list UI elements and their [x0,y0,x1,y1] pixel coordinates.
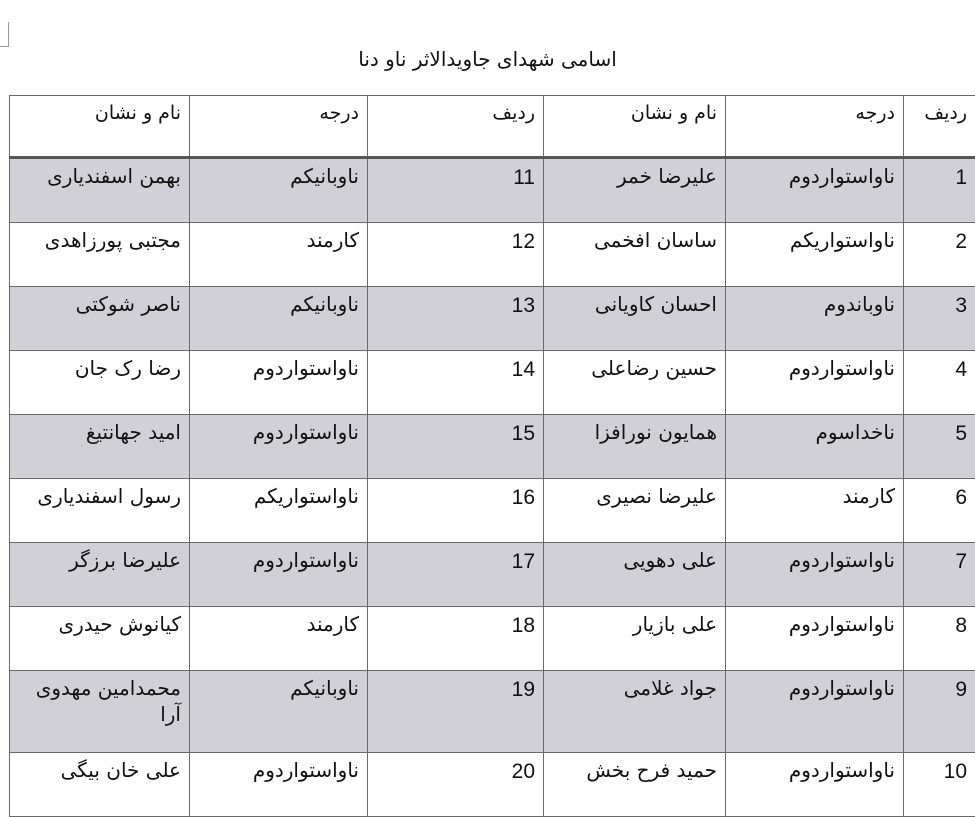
row-rank-cell: ناخداسوم [726,415,904,479]
row-name-cell: حمید فرح بخش [544,753,726,817]
row-rank-cell: ناواستواردوم [726,607,904,671]
row-index-cell: 3 [904,287,975,351]
row-rank-cell: ناواستواردوم [726,753,904,817]
row-name-cell: همایون نورافزا [544,415,726,479]
header-name-1: نام و نشان [544,96,726,158]
row-name-cell: حسین رضاعلی [544,351,726,415]
row-index-cell: 18 [368,607,544,671]
row-name-cell: احسان کاویانی [544,287,726,351]
row-index-cell: 1 [904,158,975,223]
table-row [10,351,975,415]
row-name-cell: رسول اسفندیاری [10,479,190,543]
row-name-cell: علی دهویی [544,543,726,607]
row-rank-cell: ناوبانیکم [190,158,368,223]
row-rank-cell: ناوباندوم [726,287,904,351]
row-index-cell: 2 [904,223,975,287]
row-name-cell: رضا رک جان [10,351,190,415]
table-row [10,158,975,223]
row-rank-cell: ناواستواردوم [726,543,904,607]
row-name-cell: علی خان بیگی [10,753,190,817]
row-name-cell: علیرضا برزگر [10,543,190,607]
row-index-cell: 17 [368,543,544,607]
row-rank-cell: ناواستواردوم [190,753,368,817]
row-index-cell: 8 [904,607,975,671]
table-row [10,671,975,753]
row-rank-cell: ناواستواردوم [726,351,904,415]
row-rank-cell: ناوبانیکم [190,671,368,753]
header-name-2: نام و نشان [10,96,190,158]
row-index-cell: 4 [904,351,975,415]
row-name-cell: امید جهانتیغ [10,415,190,479]
row-index-cell: 9 [904,671,975,753]
row-name-cell: مجتبی پورزاهدی [10,223,190,287]
row-rank-cell: ناواستواریکم [190,479,368,543]
martyrs-table-container [9,95,975,817]
row-rank-cell: ناواستواردوم [190,543,368,607]
row-rank-cell: ناواستواردوم [726,158,904,223]
row-index-cell: 12 [368,223,544,287]
table-row [10,543,975,607]
document-title: اسامی شهدای جاویدالاثر ناو دنا [0,44,975,74]
row-name-cell: علیرضا نصیری [544,479,726,543]
row-index-cell: 20 [368,753,544,817]
row-rank-cell: کارمند [190,223,368,287]
row-name-cell: بهمن اسفندیاری [10,158,190,223]
row-index-cell: 5 [904,415,975,479]
row-rank-cell: کارمند [726,479,904,543]
table-row [10,607,975,671]
row-rank-cell: ناوبانیکم [190,287,368,351]
table-row [10,753,975,817]
row-index-cell: 15 [368,415,544,479]
header-index-1: ردیف [904,96,975,158]
martyrs-table [9,95,975,817]
row-rank-cell: ناواستواردوم [190,351,368,415]
row-rank-cell: کارمند [190,607,368,671]
row-index-cell: 13 [368,287,544,351]
row-rank-cell: ناواستواردوم [190,415,368,479]
row-name-cell: علی بازیار [544,607,726,671]
row-name-cell: محمدامین مهدوی آرا [10,671,190,753]
header-index-2: ردیف [368,96,544,158]
row-name-cell: کیانوش حیدری [10,607,190,671]
row-rank-cell: ناواستواریکم [726,223,904,287]
table-row [10,479,975,543]
table-row [10,223,975,287]
row-index-cell: 19 [368,671,544,753]
header-rank-2: درجه [190,96,368,158]
row-name-cell: جواد غلامی [544,671,726,753]
table-body [10,158,975,817]
row-index-cell: 6 [904,479,975,543]
row-index-cell: 14 [368,351,544,415]
row-name-cell: ساسان افخمی [544,223,726,287]
table-row [10,415,975,479]
row-rank-cell: ناواستواردوم [726,671,904,753]
row-name-cell: ناصر شوکتی [10,287,190,351]
row-index-cell: 16 [368,479,544,543]
table-header-row [10,96,975,158]
table-row [10,287,975,351]
row-index-cell: 10 [904,753,975,817]
row-name-cell: علیرضا خمر [544,158,726,223]
row-index-cell: 7 [904,543,975,607]
row-index-cell: 11 [368,158,544,223]
header-rank-1: درجه [726,96,904,158]
